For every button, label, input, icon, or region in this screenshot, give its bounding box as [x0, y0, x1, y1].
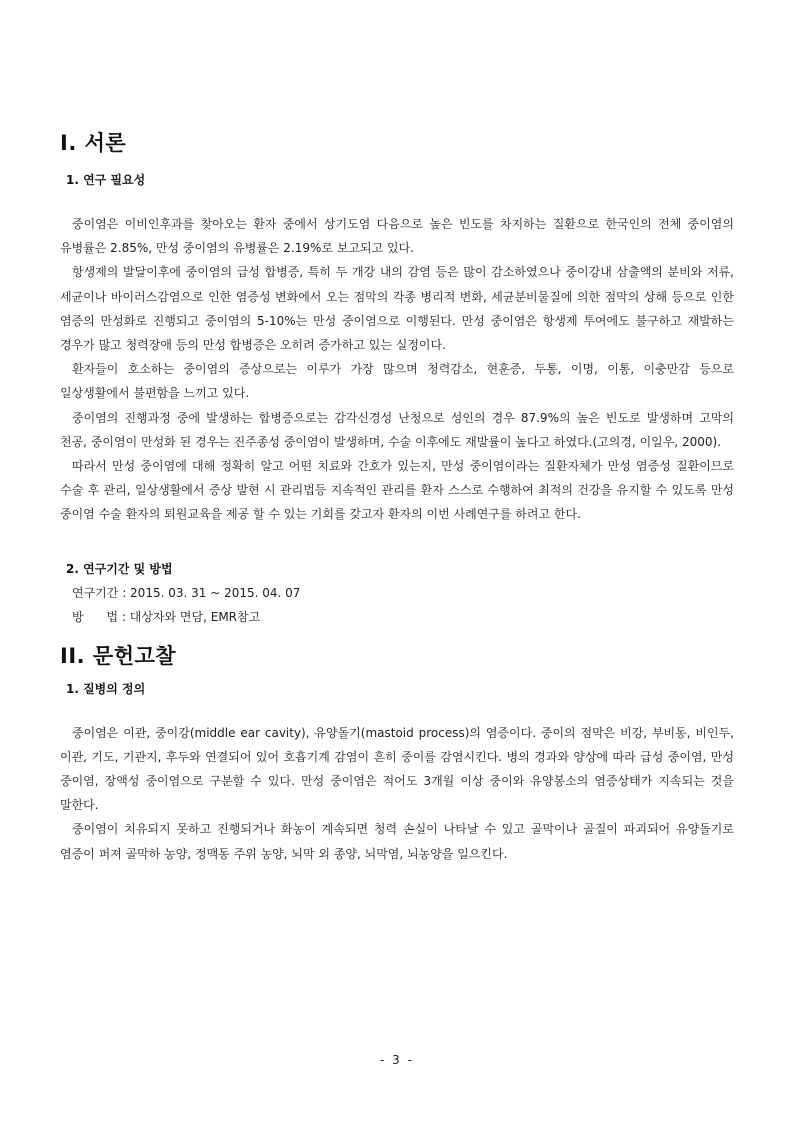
paragraph [60, 817, 734, 865]
paragraph-text: 따라서 만성 중이염에 대해 정확히 알고 어떤 치료와 간호가 있는지, 만성 중이염이라는 질환자체가 만성 염증성 질환이므로 수술 후 관리, 일상생활에서 증상 발현 시 관리법등 지속적인 관리를 환자 스스로 수행하여 최적의 건강을 유지할 수 있도록 만성 중이염 수술 환자의 퇴원교육을 제공 할 수 있는 기회를 갖고자 환자의 이번 사례연구를 하려고 한다. [60, 459, 734, 522]
paragraph-text: 항생제의 발달이후에 중이염의 급성 합병증, 특히 두 개강 내의 감염 등은 많이 감소하였으나 중이강내 삼출액의 분비와 저류, 세균이나 바이러스감염으로 인한 염증성 변화에서 오는 점막의 각종 병리적 변화, 세균분비물질에 의한 점막의 상해 등으로 인한 염증의 만성화로 진행되고 중이염의 5-10%는 만성 중이염으로 이행된다. 만성 중이염은 항생제 투여에도 불구하고 재발하는 경우가 많고 청력장애 등의 만성 합병증은 오히려 증가하고 있는 실정이다. [60, 265, 734, 353]
paragraph [60, 406, 734, 454]
paragraph [60, 260, 734, 357]
paragraph [60, 212, 734, 260]
paragraph-text: 중이염이 치유되지 못하고 진행되거나 화농이 계속되면 청력 손실이 나타날 수 있고 골막이나 골질이 파괴되어 유양돌기로 염증이 퍼져 골막하 농양, 정맥동 주위 농양, 뇌막 외 종양, 뇌막염, 뇌농양을 일으킨다. [60, 822, 734, 861]
paragraph-text: 중이염의 진행과정 중에 발생하는 합병증으로는 감각신경성 난청으로 성인의 경우 87.9%의 높은 빈도로 발생하며 고막의 천공, 중이염이 만성화 된 경우는 진주종성 중이염이 발생하며, 수술 이후에도 재발률이 높다고 하였다.(고의경, 이일우, 2000). [60, 410, 734, 449]
research-period-label: 연구기간 [72, 585, 119, 600]
page-content [60, 128, 734, 866]
research-period-value: 2015. 03. 31 ~ 2015. 04. 07 [130, 585, 301, 600]
research-method-line: 방 법 : 대상자와 면담, EMR참고 [72, 609, 261, 624]
research-period-line: 연구기간 : 2015. 03. 31 ~ 2015. 04. 07 [72, 585, 301, 600]
section-title-literature-review: II. 문헌고찰 [60, 643, 177, 668]
paragraph-text: 환자들이 호소하는 중이염의 증상으로는 이루가 가장 많으며 청력감소, 현훈증, 두통, 이명, 이통, 이충만감 등으로 일상생활에서 불편함을 느끼고 있다. [60, 362, 734, 401]
paragraph [60, 357, 734, 405]
paragraph-text: 중이염은 이비인후과를 찾아오는 환자 중에서 상기도염 다음으로 높은 빈도를 차지하는 질환으로 한국인의 전체 중이염의 유병률은 2.85%, 만성 중이염의 유병률은 2.19%로 보고되고 있다. [60, 217, 734, 256]
page-number: - 3 - [380, 1053, 414, 1067]
paragraph [60, 454, 734, 527]
section-title-introduction: I. 서론 [60, 131, 127, 155]
research-method-label: 방 법 [72, 609, 119, 624]
subsection-title-period-method: 2. 연구기간 및 방법 [66, 561, 173, 576]
research-method-value: 대상자와 면담, EMR참고 [129, 609, 261, 624]
subsection-title-disease-definition: 1. 질병의 정의 [66, 681, 146, 696]
paragraph [60, 721, 734, 818]
paragraph-text: 중이염은 이관, 중이강(middle ear cavity), 유양돌기(mastoid process)의 염증이다. 중이의 점막은 비강, 부비동, 비인두, 이관, 기도, 기관지, 후두와 연결되어 있어 호흡기계 감염이 흔히 중이를 감염시킨다. 병의 경과와 양상에 따라 급성 중이염, 만성 중이염, 장액성 중이염으로 구분할 수 있다. 만성 중이염은 적어도 3개월 이상 중이와 유양봉소의 염증상태가 지속되는 것을 말한다. [60, 725, 734, 813]
subsection-title-research-need: 1. 연구 필요성 [66, 173, 146, 187]
